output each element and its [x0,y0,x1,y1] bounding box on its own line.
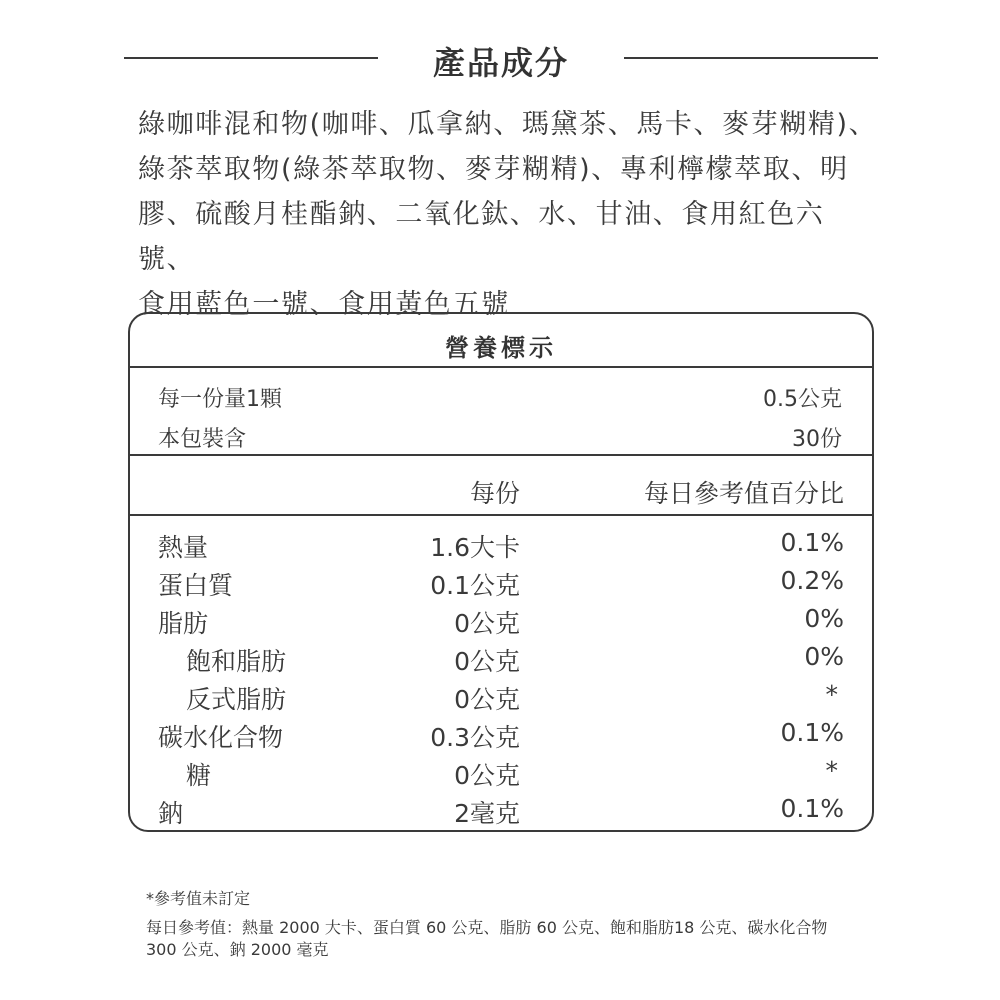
ingredients-line: 綠咖啡混和物(咖啡、瓜拿納、瑪黛茶、馬卡、麥芽糊精)、 [138,109,878,140]
nutrient-name: 糖 [186,761,212,790]
nutrient-amount: 0公克 [454,647,520,676]
serving-size-value: 0.5公克 [763,387,842,412]
nutrient-daily-value: 0.2% [780,566,844,595]
footnote-daily-reference: 每日參考值：熱量 2000 大卡、蛋白質 60 公克、脂肪 60 公克、飽和脂肪18 公克、碳水化合物 [146,918,828,937]
nutrient-name: 脂肪 [158,609,209,638]
nutrient-name: 碳水化合物 [158,723,284,752]
nutrient-amount: 0公克 [454,685,520,714]
nutrient-amount: 0.3公克 [430,723,520,752]
nutrient-daily-value: 0.1% [780,794,844,823]
serving-size-label: 每一份量1顆 [158,387,282,412]
nutrition-title: 營養標示 [445,334,557,362]
nutrient-name: 飽和脂肪 [186,647,287,676]
servings-label: 本包裝含 [158,427,247,452]
header-rule-right [624,57,878,59]
ingredients-line: 綠茶萃取物(綠茶萃取物、麥芽糊精)、專利檸檬萃取、明 [138,154,849,185]
nutrient-daily-value: 0% [804,642,844,671]
header-rule-left [124,57,378,59]
column-header-per-serving: 每份 [469,479,520,508]
nutrient-name: 反式脂肪 [186,685,287,714]
nutrient-daily-value: * [825,680,838,709]
column-header-daily-value: 每日參考值百分比 [643,479,844,508]
nutrient-amount: 0.1公克 [430,571,520,600]
nutrient-amount: 2毫克 [454,799,520,828]
ingredients-text [138,102,878,327]
divider [130,366,872,368]
divider [130,514,872,516]
nutrition-facts-panel [128,312,874,832]
nutrient-daily-value: 0.1% [780,718,844,747]
section-title: 產品成分 [432,44,569,82]
ingredients-line: 食用藍色一號、食用黃色五號 [138,289,510,320]
nutrient-amount: 1.6大卡 [430,533,520,562]
divider [130,454,872,456]
ingredients-line: 膠、硫酸月桂酯鈉、二氧化鈦、水、甘油、食用紅色六號、 [138,199,825,275]
nutrient-daily-value: 0.1% [780,528,844,557]
nutrient-amount: 0公克 [454,609,520,638]
footnote-not-established: *參考值未訂定 [146,889,251,908]
nutrient-amount: 0公克 [454,761,520,790]
nutrient-daily-value: 0% [804,604,844,633]
footnote-daily-reference-cont: 300 公克、鈉 2000 毫克 [146,940,329,959]
servings-value: 30份 [792,427,842,452]
nutrient-name: 蛋白質 [158,571,234,600]
nutrient-name: 鈉 [158,799,184,828]
nutrient-daily-value: * [825,756,838,785]
nutrient-name: 熱量 [158,533,209,562]
